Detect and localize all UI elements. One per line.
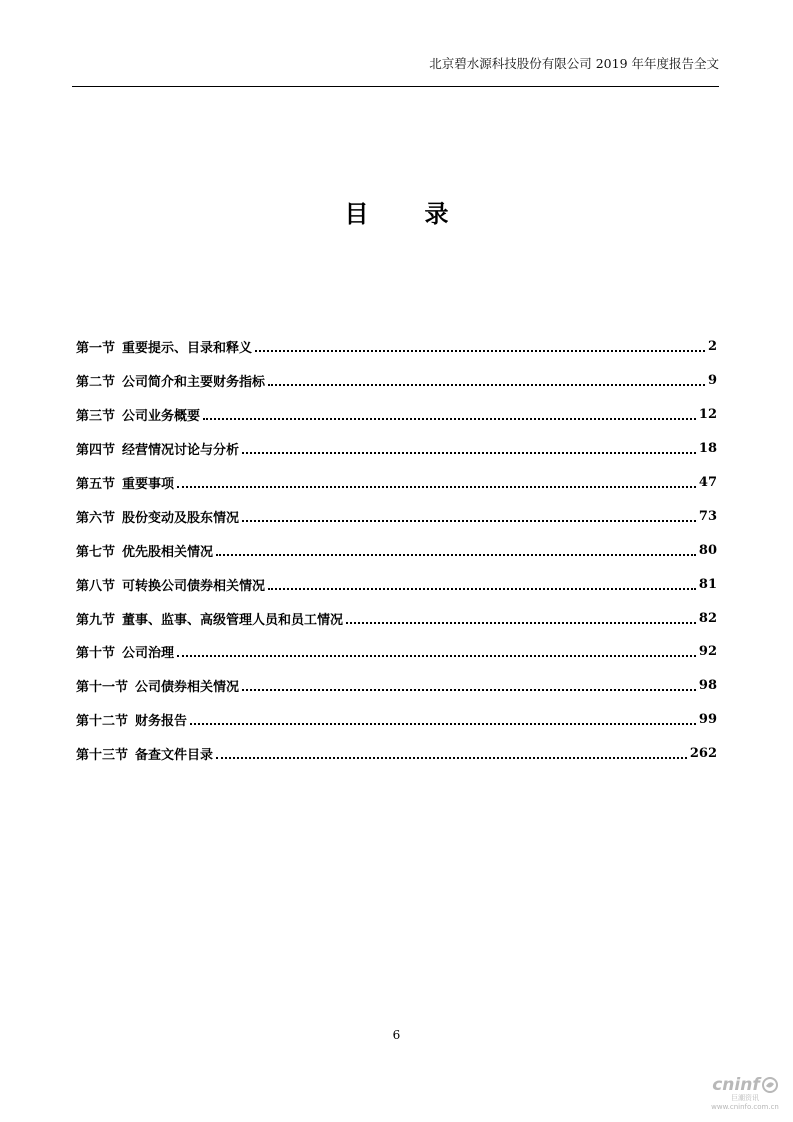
toc-leader-dots: [268, 383, 705, 386]
table-of-contents: [76, 330, 717, 771]
toc-entry-label: [76, 439, 239, 458]
toc-page-number: 12: [698, 407, 717, 423]
cninfo-logo: [707, 1076, 783, 1112]
toc-section-number: 第六节: [76, 510, 116, 526]
running-header: 北京碧水源科技股份有限公司 2019 年年度报告全文: [429, 56, 719, 71]
toc-section-title: 公司债券相关情况: [135, 680, 240, 696]
toc-entry[interactable]: [76, 669, 717, 703]
toc-leader-dots: [242, 451, 696, 454]
toc-entry-label: [76, 337, 252, 356]
toc-entry[interactable]: [76, 737, 717, 771]
toc-entry-label: [76, 541, 213, 560]
toc-entry[interactable]: [76, 330, 717, 364]
toc-leader-dots: [268, 587, 696, 590]
toc-entry[interactable]: [76, 432, 717, 466]
toc-section-number: 第四节: [76, 443, 116, 459]
toc-section-number: 第五节: [76, 477, 116, 492]
toc-entry[interactable]: [76, 703, 717, 737]
toc-section-title: 经营情况讨论与分析: [122, 443, 240, 459]
toc-section-number: 第八节: [76, 578, 116, 594]
toc-entry-label: [76, 371, 265, 390]
toc-section-title: 重要事项: [122, 477, 175, 492]
toc-leader-dots: [177, 654, 696, 657]
toc-section-number: 第九节: [76, 612, 116, 628]
toc-page-number: 98: [698, 678, 717, 694]
toc-section-number: 第十节: [76, 646, 116, 662]
toc-leader-dots: [177, 485, 696, 488]
toc-section-title: 财务报告: [135, 714, 188, 730]
toc-entry-label: [76, 744, 213, 763]
toc-section-title: 可转换公司债券相关情况: [122, 578, 266, 594]
toc-section-title: 股份变动及股东情况: [122, 510, 240, 526]
toc-leader-dots: [346, 621, 696, 624]
cninfo-logo-icon: [762, 1077, 778, 1093]
toc-entry-label: [76, 676, 239, 695]
toc-page-number: 81: [698, 576, 717, 592]
toc-entry[interactable]: [76, 364, 717, 398]
toc-entry-label: [76, 405, 200, 424]
toc-section-title: 公司简介和主要财务指标: [122, 375, 266, 391]
toc-page-number: 47: [698, 475, 717, 490]
toc-section-number: 第十一节: [76, 680, 129, 696]
toc-section-title: 重要提示、目录和释义: [122, 341, 253, 357]
toc-section-number: 第一节: [76, 341, 116, 357]
toc-leader-dots: [242, 519, 696, 522]
toc-section-number: 第十三节: [76, 748, 129, 764]
toc-leader-dots: [203, 417, 696, 420]
page-title: 目录: [344, 200, 505, 228]
toc-page-number: 99: [698, 712, 717, 728]
toc-leader-dots: [255, 349, 705, 352]
toc-section-title: 董事、监事、高级管理人员和员工情况: [122, 612, 344, 628]
logo-subtitle: 巨潮资讯: [731, 1094, 759, 1102]
toc-section-title: 备查文件目录: [135, 748, 214, 764]
toc-entry[interactable]: [76, 499, 717, 533]
toc-page-number: 9: [707, 373, 717, 389]
page-number: 6: [392, 1028, 401, 1042]
toc-entry-label: [76, 575, 265, 594]
toc-entry[interactable]: [76, 466, 717, 500]
toc-entry-label: [76, 609, 343, 628]
toc-leader-dots: [216, 553, 696, 556]
toc-section-title: 公司治理: [122, 646, 175, 662]
toc-entry-label: [76, 710, 187, 729]
toc-page-number: 80: [698, 542, 717, 558]
toc-entry[interactable]: [76, 601, 717, 635]
toc-entry-label: [76, 642, 174, 661]
toc-leader-dots: [190, 722, 696, 725]
toc-entry[interactable]: [76, 635, 717, 669]
toc-section-title: 优先股相关情况: [122, 544, 214, 560]
toc-section-number: 第三节: [76, 409, 116, 425]
toc-page-number: 2: [707, 339, 717, 355]
toc-leader-dots: [216, 756, 687, 759]
toc-section-title: 公司业务概要: [122, 409, 201, 425]
toc-section-number: 第十二节: [76, 714, 129, 730]
toc-entry-label: [76, 507, 239, 526]
toc-section-number: 第二节: [76, 375, 116, 391]
toc-entry[interactable]: [76, 398, 717, 432]
toc-entry-label: [76, 473, 174, 492]
toc-page-number: 18: [698, 441, 717, 457]
toc-page-number: 73: [698, 508, 717, 524]
toc-entry[interactable]: [76, 567, 717, 601]
logo-wordmark: cninf: [712, 1075, 760, 1095]
toc-page-number: 262: [689, 746, 717, 762]
toc-entry[interactable]: [76, 533, 717, 567]
toc-section-number: 第七节: [76, 544, 116, 560]
toc-page-number: 82: [698, 610, 717, 626]
header-rule: [72, 86, 719, 87]
toc-page-number: 92: [698, 644, 717, 660]
logo-url: www.cninfo.com.cn: [711, 1103, 779, 1111]
toc-leader-dots: [242, 688, 696, 691]
